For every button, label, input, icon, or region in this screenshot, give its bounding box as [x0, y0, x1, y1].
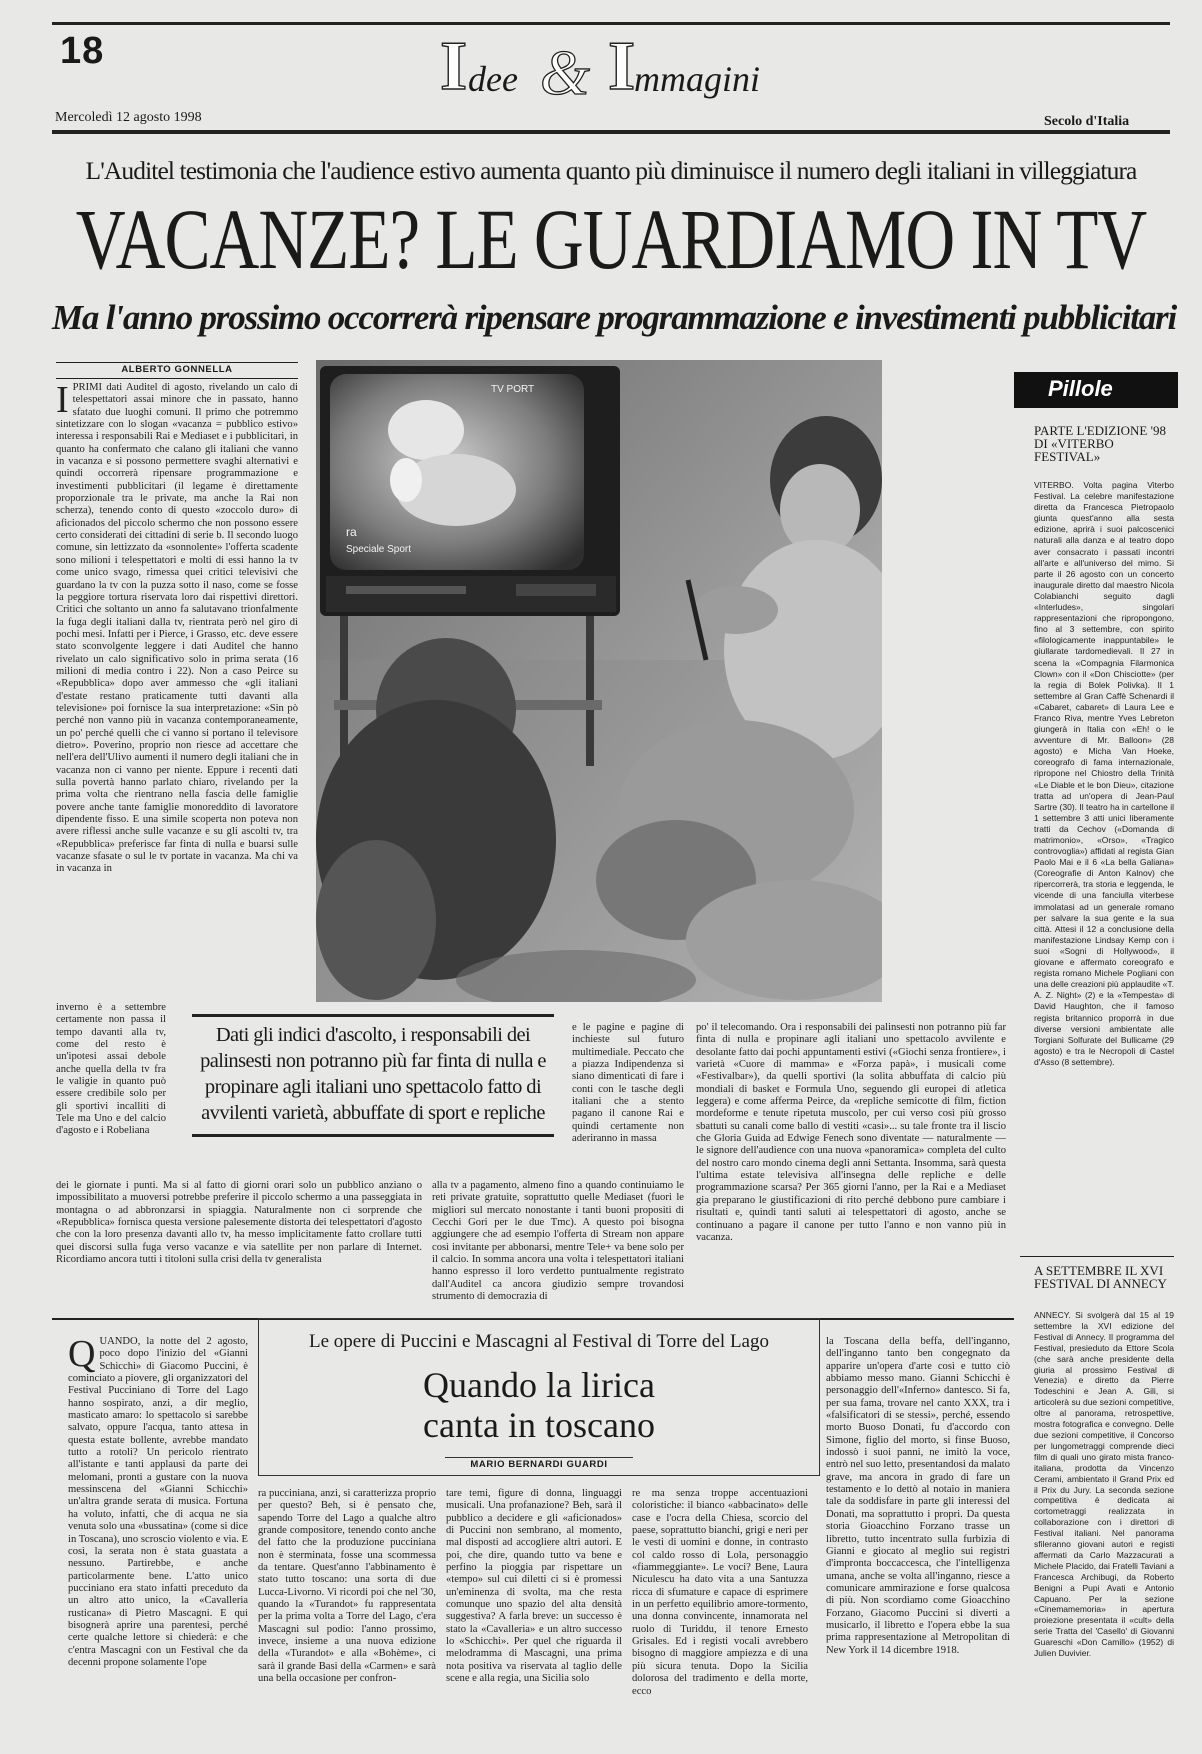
lirica-author: MARIO BERNARDI GUARDI: [470, 1459, 608, 1470]
pillole-banner: [1014, 372, 1178, 408]
main-kicker: L'Auditel testimonia che l'audience estivo aumenta quanto più diminuisce il numero degli italiani in villeggiatura: [85, 156, 1137, 185]
header-rule: [52, 130, 1170, 134]
tv-logo-text: TV PORT: [491, 384, 535, 395]
section-initial-1: I: [440, 28, 468, 105]
pillole-heading-2: A SETTEMBRE IL XVI FESTIVAL DI ANNECY: [1034, 1263, 1167, 1291]
main-col1-text: PRIMI dati Auditel di agosto, rivelando un calo di telespettatori assai minore che in passato, hanno sfatato due luoghi comuni. Il primo che potremmo sintetizzare con lo slogan «vacanza = pubblico estivo» interessa i responsabili Rai e Mediaset e i pubblicitari, in quanto ha confermato che calano gli italiani che vanno in vacanza e si possono permettere svaghi alternativi e quindi occorrerà ripensare programmazione e investimenti pubblicitari (il legame è direttamente proporzionale tra le private, ma anche la Rai non scherza), tenendo conto di questo «zoccolo duro» di aficionados del piccolo schermo che non possono essere certo considerati dei cittadini di serie b. Il secondo luogo comune, sin lettizzato da «sonnolente» l'offerta scadente sono milioni i telespettatori e molti di essi hanno la tv come unico svago, rimessa quei critici televisivi che guardano la tv con la puzza sotto il naso, come se fosse la peggiore tortura riservata loro dai rispettivi direttori. Critici che soltanto un anno fa salutavano trionfalmente la fuga degli italiani dalla tv, rientrata però nel giro di pochi mesi. Infatti per i Pierce, i Grasso, etc. deve essere stato sconvolgente leggere i dati Auditel che hanno rivelato un calo significativo solo in prima serata (16 milioni di media contro i 22). Non a caso Peirce su «Repubblica» dopo aver ammesso che «gli italiani d'estate restano praticamente tutti davanti alla televisione» poi fornisce la sua interpretazione: «Sin pò perché non vanno più in vacanza contemporaneamente, un po' perché quelli che ci vanno si portano il televisore dietro». Poverino, proprio non riesce ad accettare che nell'era dell'Ulivo aumenti il numero degli italiani che in vacanza non ci vanno per niente. Eppure i recenti dati sulla povertà hanno parlato chiaro, rivelando per la prima volta che rientrano nella fascia delle famiglie povere anche tante famiglie monoreddito di lavoratore dipendente fisso. E una simile scoperta non poteva non avere riflessi anche sulle vacanze e su gli ascolti tv, tra «Repubblica» preferisce far finta di nulla e buarsi sulle vacanze sfasate o sul le tv portate in vacanza. Ma chi va in vacanza in: [56, 382, 298, 875]
main-article-col3: po' il telecomando. Ora i responsabili dei palinsesti non potranno più far finta di nulla e propinare agli italiani uno spettacolo avvilente e desolante fatto dai pochi appuntamenti estivi («Giochi senza frontiere», i varietà «Cuore di mamma» e «Forza papà», i musicali come «Festivalbar»), da quelli sportivi (la solita abbuffata di calcio più mondiali di basket e Formula Uno, seguendo gli europei di atletica leggera) e come afferma Peirce, da «repliche semicotte di film, fiction mordeforme e tenute ripetuta muscolo, per cui verso così più grosso sbattuti su canali come ballo di vestiti «casi»... su tale fronte tra il liscio che Gloria Guida ad Edwige Fenech sono diventate — naturalmente — le signore dell'audience con una nuova «panoramica» completa del culto del nostro caro mondo cinema degli anni Settanta. Insomma, sarà questa l'ultima estate televisiva all'insegna delle repliche e delle programmazione scarsa? Per 365 giorni l'anno, per la Rai e a Mediaset gia preparano le giustificazioni di rito perché debbono pure cambiare i risultati e, quindi tanti saluti ai telespettatori di agosto, anche se continuano a pagare il canone per tutto l'anno e non vanno più in vacanza.: [696, 1022, 1006, 1243]
pillole-title: Pillole: [1048, 376, 1113, 401]
main-article-col1-mid: inverno è a settembre certamente non passa il tempo davanti alla tv, come del resto è un'ipotesi assai debole anche quella della tv fra le valigie in quanto può essere credibile solo per gli sportivi incalliti di Tele ma Uno e del calcio d'agosto e i Robeliana: [56, 1002, 166, 1137]
page-number: 18: [60, 30, 105, 72]
dropcap-i: I: [56, 382, 69, 421]
lirica-col3: tare temi, figure di donna, linguaggi musicali. Una profanazione? Beh, sarà il pubblico a decidere e gli «aficionados» di Puccini non sembrano, al momento, mal disposti ad accogliere altri autori. E poi, che dire, quando tutto va bene e perfino la pioggia par rispettare un «tempo» sul cui diletti ci si è promessi un'eminenza di svolta, ma che resta comunque uno spazio del alta densità suggestiva? A farla breve: un successo è stato la «Cavalleria» e un altro successo lo «Schicchi». Per quel che riguarda il melodramma di Mascagni, una prima nota positiva va riservata al taglio delle scene e alla regia, una Sicilia solo: [446, 1488, 622, 1685]
main-author: ALBERTO GONNELLA: [121, 364, 233, 375]
main-article-col2-top: e le pagine e pagine di inchieste sul futuro multimediale. Peccato che a piazza Indipendenza si siano dimenticati di fare i conti con le tasche degli italiani che a stento pagano il canone Rai e quindi certamente non aderiranno in massa: [572, 1022, 684, 1145]
section-word-1: dee: [468, 59, 518, 99]
top-rule: [52, 22, 1170, 25]
lirica-headline-line1: Quando la lirica: [423, 1365, 655, 1405]
newspaper-name: Secolo d'Italia: [1044, 114, 1130, 129]
lirica-col1: [68, 1336, 248, 1746]
tv-overlay-text-1: ra: [346, 525, 357, 539]
issue-date: Mercoledì 12 agosto 1998: [55, 110, 202, 125]
main-headline: VACANZE? LE GUARDIAMO IN TV: [75, 191, 1147, 287]
tv-photo-illustration: [316, 360, 882, 1002]
lirica-col5: la Toscana della beffa, dell'inganno, dell'inganno tanto ben congegnato da apparire un'opera d'arte così e tutto ciò abbiamo messo mano. Gianni Schicchi è personaggio dell'«Inferno» dantesco. Si fa, per sua fama, trovare nel canto XXX, tra i «falsificatori di se stessi», perché, essendo morto Buoso Donati, fu d'accordo con Simone, figlio del morto, si finse Buoso, indossò i suoi panni, ne imitò la voce, entrò nel suo letto, presentandosi da malato grave, ma ancora in grado di fare un testamento e lo dettò al notaio in maniera tale da soddisfare in parte gli interessi del Donati, ma soprattutto i propri. Da questa storia Gioacchino Forzano trasse un libretto, tutto incentrato sulla furbizia di Gianni e giocato al meglio sui registri d'impronta boccaccesca, che l'intelligenza umana, anche se volta all'inganno, riesce a comunicare ammirazione e forse qualcosa di più. Non scordiamo come Gioacchino Forzano, Giacomo Puccini si diverti a musicarlo, il libretto e l'opera ebbe la sua prima rappresentazione al Metropolitan di New York il 14 dicembre 1918.: [826, 1336, 1010, 1656]
section-word-2: mmagini: [634, 59, 760, 99]
pullquote: Dati gli indici d'ascolto, i responsabili dei palinsesti non potranno più far finta di nulla e propinare agli italiani uno spettacolo fatto di avvilenti varietà, abbuffate di sport e repliche: [200, 1024, 546, 1124]
dropcap-q: Q: [68, 1336, 96, 1375]
lirica-kicker: Le opere di Puccini e Mascagni al Festival di Torre del Lago: [309, 1331, 769, 1352]
lirica-col1-text: UANDO, la notte del 2 agosto, poco dopo l'inizio del «Gianni Schicchi» di Giacomo Puccini, è cominciato a piovere, gli organizzatori del Festival Pucciniano di Torre del Lago hanno sospirato, anzi, a dir meglio, masticato amaro: lo spettacolo si sarebbe salvato, oppure l'acqua, tanto attesa in questa estate bollente, avrebbe mandato tutto a rotoli? Un pericolo rientrato all'istante e tanti applausi da parte dei melomani, pronti a gustare con la nuova messinscena del «Gianni Schicchi» un'altra grande serata di musica. Fortuna ha voluto, infatti, che di acqua ne sia venuta solo una «bussatina» (come si dice in Toscana), uno scroscio violento e via. E così, la serata non è stata guastata a nessuno. Partirebbe, e anche particolarmente bene. L'atto unico pucciniano era stato infatti preceduto da un altro atto unico, la «Cavalleria rusticana» di Pietro Mascagni. E qui bisognerà aprire una parentesi, perché certe qualche lettore si chiederà: e che c'entra Mascagni con un Festival che da decenni propone solamente l'ope: [68, 1336, 248, 1668]
pillole-body-1: VITERBO. Volta pagina Viterbo Festival. La celebre manifestazione diretta da Francesca Pietropaolo giunta quest'anno alla sesta edizione, aprirà i suoi palcoscenici naturali alla danza e al teatro dopo aver consacrato i passati incontri all'arte e all'universo del mimo. Si parte il 26 agosto con un concerto inaugurale diretto dal maestro Nicola Colabianchi seguito dagli «Interludes», singolari rappresentazioni che ripropongono, fino al 3 settembre, con spirito «filologicamente inappuntabile» le giullarate tardomedievali. Il 27 in scena la «Compagnia Filarmonica Clown» con il «Don Chisciotte» (per la regia di Bolek Polivka). Il 1 settembre al Gran Caffè Schenardi il «Cabaret, cabaret» di Laura Lee e Franco Riva, mentre Yves Lebreton giungerà in Italia con «Eh! o le avventure di Mr. Balloon» (28 agosto) e Micha Van Hoeke, coreografo di fama internazionale, ripropone nel Chiostro della Trinità «Le Diable et le bon Dieu», citazione tratta ad un'opera di Jean-Paul Sartre (30). Il teatro ha in cartellone il 1 settembre 3 atti unici liberamente tratti da Cechov («Domanda di matrimonio», «Orso», «Tragico controvoglia») affidati al regista Gian Paolo Mai e il 6 «La bella Galiana» (Coreografie di Anton Kalnov) che ripercorrerà, tra storia e leggenda, le vicende di una fanciulla viterbese immolatasi ad un generale romano per salvare la sua gente e la sua città. Attesi il 12 a conclusione della manifestazione Lindsay Kemp con i suoi «Sogni di Hollywood», il giovane e affermato coreografo e regista romano Michele Pogliani con una delle creazioni più applaudite «T. A. Z. Night» (2) e la «Tempesta» di David Haughton, che il famoso regista britannico proporrà in due diverse versioni ambientate alle Torgiani Solfurate del Bullicame (29 agosto) e tra le Necropoli di Castel d'Asso (8 settembre).: [1034, 480, 1174, 1067]
section-initial-2: I: [608, 28, 636, 105]
lirica-headline-line2: canta in toscano: [423, 1405, 655, 1445]
main-article-col1-top: [56, 382, 298, 1022]
lirica-col4: re ma senza troppe accentuazioni coloristiche: il bianco «abbacinato» delle case e l'ocra della Chiesa, scorcio del paese, soprattutto bianchi, grigi e neri per le vesti di uomini e donne, in contrasto col caldo rosso di Lola, personaggio «fiammeggiante». Le voci? Bene, Laura Niculescu ha dato vita a una Santuzza ricca di sfumature e capace di esprimere in un perfetto equilibrio amore-tormento, una donna convincente, innamorata nel ruolo di Turiddu, il tenore Ernesto Grisales. Ed i registi vocali avrebbero bisogno di maggiore ampiezza e di una più sicura tenuta. Dopo la Sicilia dolorosa del tradimento e della morte, ecco: [632, 1488, 808, 1697]
section-ampersand: &: [540, 37, 590, 108]
tv-photo: [316, 360, 882, 1002]
main-article-col2-bottom: alla tv a pagamento, almeno fino a quando continuiamo le reti private gratuite, soprattutto quelle Mediaset (fuori le migliori sul mercato nonostante i tanti buoni propositi di Cecchi Gori per le due Tmc). A questo poi bisogna aggiungere che ad esempio l'offerta di Stream non appare così invitante per abbonarsi, mentre Tele+ va bene solo per il calcio. In somma ancora una volta i telespettatori italiani hanno espresso il loro verdetto puntualmente registrato dall'Auditel ca ancora giudizio sempre trovandosi strumento di democrazia di: [432, 1180, 684, 1303]
lirica-headline-box: [258, 1318, 820, 1476]
lirica-col2: ra pucciniana, anzi, si caratterizza proprio per questo? Beh, si è pensato che, sapendo Torre del Lago a qualche altro grande compositore, tenendo conto anche del fatto che la produzione pucciniana non è sterminata, fosse una scommessa da tentare. Quest'anno l'abbinamento è stato tutto toscano: una sorta di due Lucca-Livorno. Vi ricordi poi che nel '30, quando la «Turandot» fu rappresentata per la prima volta a Torre del Lago, c'era Mascagni sul podio: l'anno prossimo, invece, insieme a una nuova edizione della «Turandot» e alla «Bohème», ci sarà il grande Basi della «Carmen» e sarà una bella occasione per confron-: [258, 1488, 436, 1685]
pillole-body-2: ANNECY. Si svolgerà dal 15 al 19 settembre la XVI edizione del Festival di Annecy. Il programma del Festival, presieduto da Ettore Scola (che sarà anche presidente della giuria al prossimo Festival di Venezia) e diretto da Pierre Todeschini e Jean A. Gili, si articolerà su due sezioni competitive, oltre al panorama, retrospettive, mostra fotografica e convegno. Delle due sezioni competitive, il Concorso per lungometraggi comprende dieci film di quali uno girato mista franco-italiana, prodotta da Vincenzo Cerami, ambientato il Grand Prix ed il Prix du Jury. La seconda sezione competitiva è dedicata ai cortometraggi realizzata in collaborazione con i direttori di Festival italiani. Nel panorama sfileranno giovani autori e registi affermati da Carlo Mazzacurati a Michele Placido, dai Fratelli Taviani a Francesca Archibugi, da Roberto Benigni a Pupi Avati e Antonio Capuano. Per la sezione «Cinemamemoria» in apertura proiezione presentata il «cult» della serie Tratta del 'Casello' di Giovanni Guareschi «Don Camillo» (1952) di Julien Duvivier.: [1034, 1310, 1174, 1659]
pillole-heading-1: PARTE L'EDIZIONE '98 DI «VITERBO FESTIVAL»: [1034, 423, 1166, 464]
main-subheadline: Ma l'anno prossimo occorrerà ripensare programmazione e investimenti pubblicitari: [52, 298, 1177, 337]
tv-overlay-text-2: Speciale Sport: [346, 544, 412, 555]
main-article-col1-bottom: dei le giornate i punti. Ma si al fatto di giorni orari solo un pubblico anziano o impossibilitato a muoversi potrebbe preferire il piccolo schermo a una passeggiata in montagna o ad abbronzarsi in spiaggia. Naturalmente non ci sorprende che «Repubblica» fornisca questa versione palesemente distorta dei telespettatori d'agosto che con la loro presenza davanti allo tv, ha messo implicitamente fatto crollare tutti quei discorsi sulla fuga verso vacanze e via satellite per non parlare di Internet. Ricordiamo ancora tutti i titoloni sulla crisi della tv generalista: [56, 1180, 422, 1266]
